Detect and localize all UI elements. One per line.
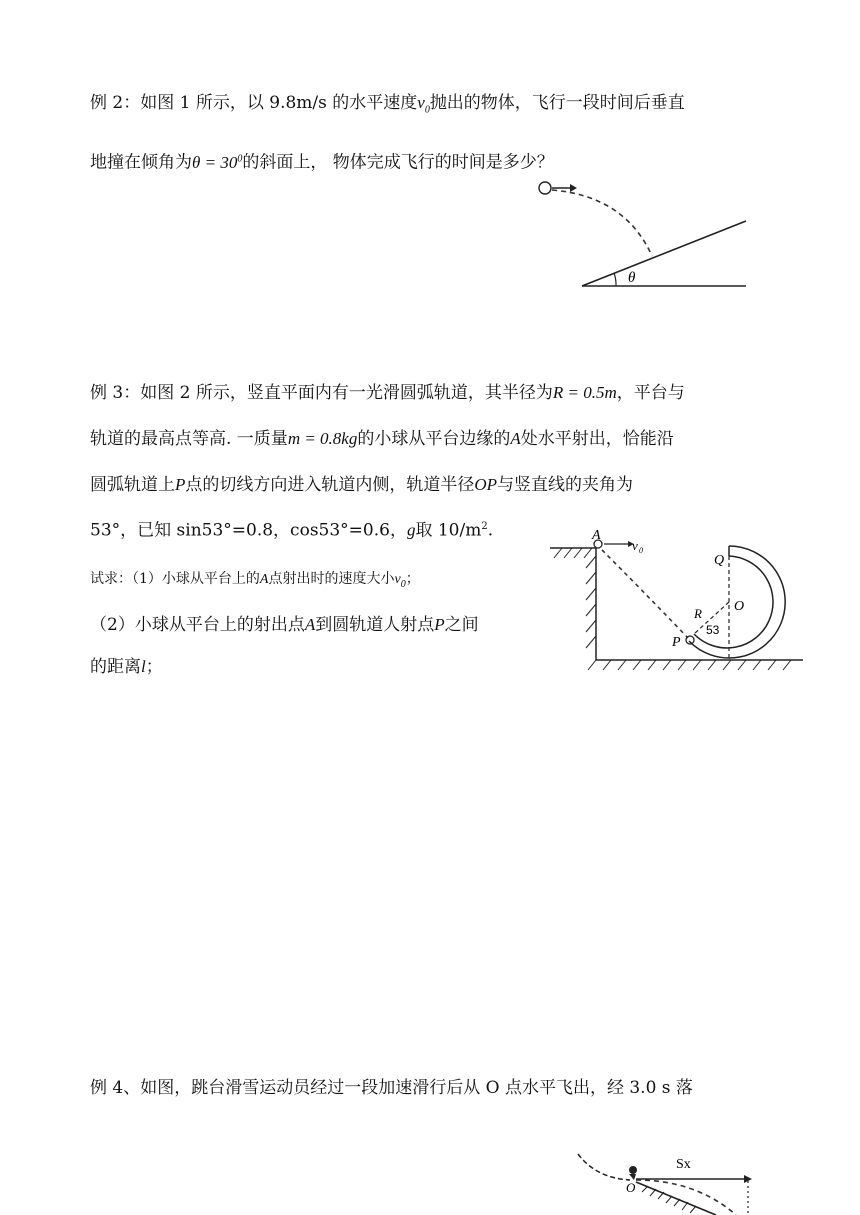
- point-a-symbol: A: [510, 429, 521, 448]
- l-symbol: l: [141, 657, 146, 676]
- ex4-line-1: 例 4、如图，跳台滑雪运动员经过一段加速滑行后从 O 点水平飞出，经 3.0 s 落: [90, 1078, 693, 1098]
- label-sx: Sx: [676, 1157, 691, 1172]
- label-v0-sub: 0: [639, 546, 643, 555]
- trajectory-dashed: [552, 190, 652, 256]
- ex3-question-2-line-1: （2）小球从平台上的射出点A到圆轨道人射点P之间: [90, 615, 479, 635]
- ex3-line-1: 例 3：如图 2 所示，竖直平面内有一光滑圆弧轨道，其半径为R = 0.5m，平台与: [90, 383, 685, 403]
- ex2-line-2: 地撞在倾角为$\theta = 30^0$的斜面上， 物体完成飞行的时间是多少？: [90, 152, 554, 173]
- ramp-curve: [578, 1154, 630, 1180]
- ground-hatching: [588, 660, 791, 670]
- label-o: O: [626, 1180, 636, 1195]
- trajectory-dashed: [636, 1180, 736, 1215]
- label-r: R: [694, 606, 702, 621]
- slope-line: [636, 1182, 716, 1215]
- ex3-question-2-line-2: 的距离l；: [90, 657, 163, 677]
- angle-arc: [614, 273, 616, 286]
- ball-icon: [539, 182, 551, 194]
- theta-equation: $\theta = 30^0$: [192, 152, 243, 172]
- theta-label: θ: [628, 270, 636, 286]
- label-o: O: [734, 599, 745, 614]
- v0-symbol: $v_0$: [394, 572, 406, 590]
- incline-line: [582, 221, 746, 286]
- label-a: A: [592, 528, 601, 543]
- v0-symbol: $v_0$: [417, 93, 430, 116]
- ex3-line-2: 轨道的最高点等高. 一质量m = 0.8kg的小球从平台边缘的A处水平射出，恰能沿: [90, 429, 674, 449]
- slope-hatching: [642, 1186, 696, 1213]
- ex3-question-1: 试求：（1）小球从平台上的A点射出时的速度大小$v_0$；: [90, 571, 420, 590]
- op-symbol: OP: [474, 475, 498, 494]
- figure-3-ski-jump: [576, 1150, 766, 1215]
- label-q: Q: [714, 553, 725, 568]
- point-p-symbol: P: [175, 475, 186, 494]
- label-angle: 53: [706, 623, 720, 637]
- g-symbol: g: [406, 520, 416, 540]
- skier-icon: [629, 1166, 637, 1180]
- ex3-line-4: 53°，已知 sin53°=0.8，cos53°=0.6，g取 $10/m^2$.: [90, 520, 494, 541]
- radius-equation: R = 0.5m: [552, 383, 617, 402]
- trajectory-dashed: [602, 550, 688, 638]
- ex2-line-1: 例 2：如图 1 所示，以 9.8m/s 的水平速度$v_0$抛出的物体，飞行一段时间后垂直: [90, 93, 685, 116]
- figure-2-circular-track: [548, 528, 808, 678]
- label-p: P: [672, 635, 681, 650]
- arrowhead-icon: [570, 184, 577, 192]
- platform-hatching: [554, 548, 596, 648]
- ex3-line-3: 圆弧轨道上P点的切线方向进入轨道内侧，轨道半径OP与竖直线的夹角为: [90, 475, 634, 495]
- mass-equation: m = 0.8kg: [287, 429, 358, 448]
- figure-1-projectile-incline: [530, 176, 760, 296]
- label-v0: v: [632, 538, 638, 553]
